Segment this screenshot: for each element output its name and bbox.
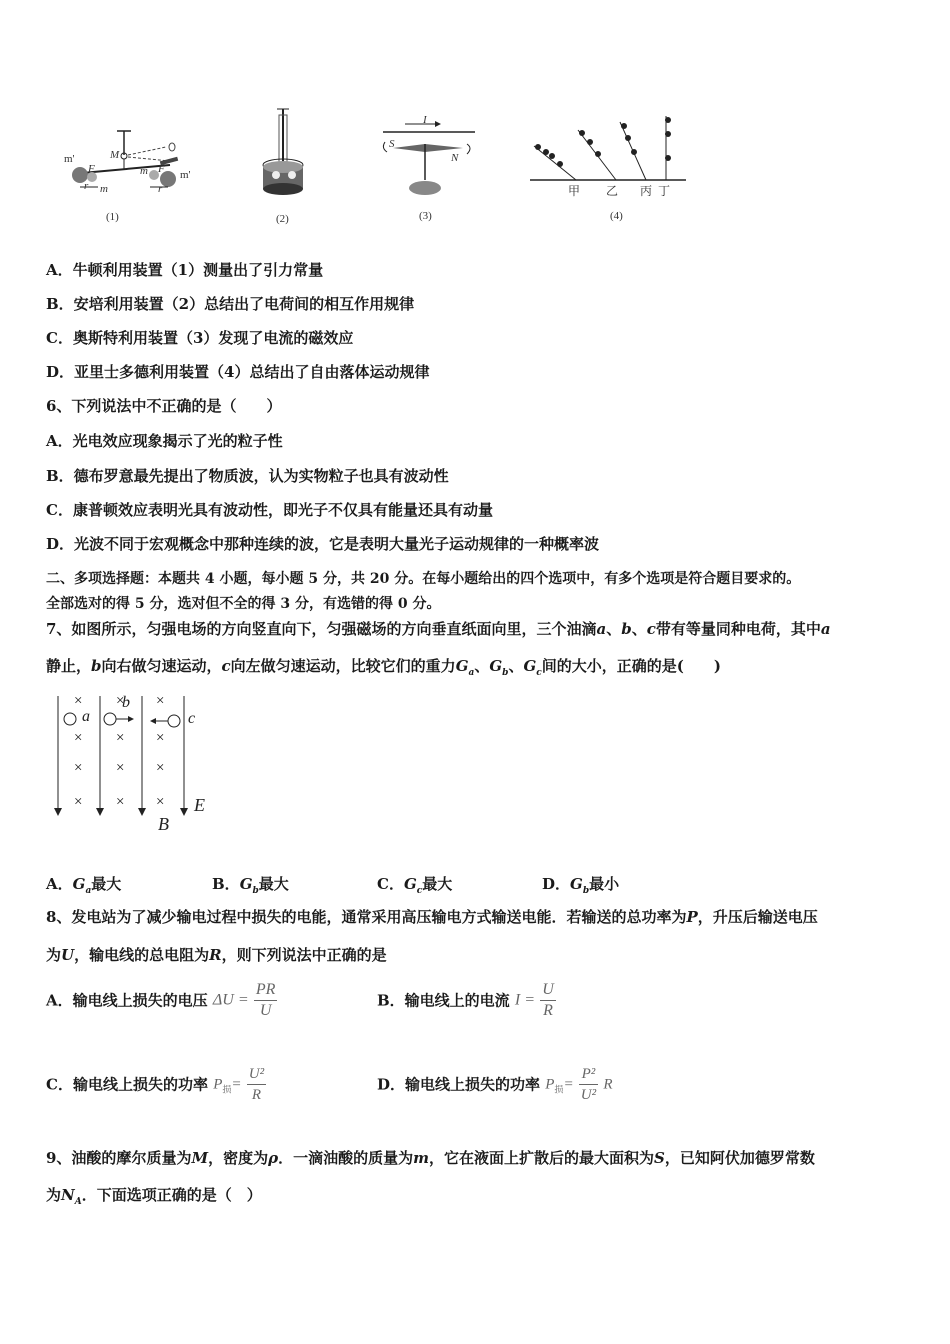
fig3-label-I: I: [423, 114, 427, 126]
fig1-label-m-right: m: [140, 165, 148, 177]
cross-r2c1: ×: [74, 730, 83, 746]
fig4-caption: (4): [610, 210, 623, 222]
q8-b-fraction: $\frac{U}{R}$: [542, 981, 554, 1019]
fig1-label-r-left: r: [84, 180, 89, 192]
fig1-label-M: M: [110, 149, 120, 161]
q6-option-c: C．康普顿效应表明光具有波动性，即光子不仅具有能量还具有动量: [46, 501, 493, 519]
field-E-label: E: [194, 795, 205, 815]
cross-r1c2: ×: [116, 693, 125, 709]
fig1-label-m-left: m: [100, 183, 108, 195]
fig1-label-mprime-left: m': [64, 153, 75, 165]
q7-option-d: D．$G_b$最小: [542, 875, 620, 896]
fig4-label-yi: 乙: [606, 184, 619, 198]
figure-3-oersted-experiment: [375, 108, 485, 228]
q8-option-c: C．输电线上损失的功率 $P_损=$ $\frac{\text{U²}}{R}$: [46, 1066, 265, 1103]
q6-option-d: D．光波不同于宏观概念中那种连续的波，它是表明大量光子运动规律的一种概率波: [46, 535, 600, 553]
cross-r4c2: ×: [116, 794, 125, 810]
cross-r1c3: ×: [156, 693, 165, 709]
q6-option-b: B．德布罗意最先提出了物质波，认为实物粒子也具有波动性: [46, 467, 449, 485]
q9-stem-line2: 为$N_A$．下面选项正确的是（ ）: [46, 1186, 262, 1207]
drop-a-label: a: [82, 708, 90, 725]
q8-stem-line2: 为U，输电线的总电阻为R，则下列说法中正确的是: [46, 946, 387, 964]
cross-r3c3: ×: [156, 760, 165, 776]
q6-stem: 6、下列说法中不正确的是（ ）: [46, 397, 282, 415]
fig4-label-ding: 丁: [658, 184, 671, 198]
fig1-label-mprime-right: m': [180, 169, 191, 181]
cross-r1c1: ×: [74, 693, 83, 709]
q5-option-a: A．牛顿利用装置（1）测量出了引力常量: [46, 261, 324, 279]
q5-option-c: C．奥斯特利用装置（3）发现了电流的磁效应: [46, 329, 354, 347]
q7-option-c: C．$G_c$最大: [377, 875, 453, 896]
figure-2-coulomb-apparatus: [248, 105, 318, 230]
coulomb-apparatus-diagram: [248, 105, 318, 215]
section2-instructions-line1: 二、多项选择题：本题共 4 小题，每小题 5 分，共 20 分。在每小题给出的四个选项中，有多个选项是符合题目要求的。: [46, 571, 801, 587]
q8-d-fraction: $\frac{\text{P²}}{\text{U²}}$: [580, 1066, 597, 1103]
q8-a-fraction: $\frac{PR}{U}$: [255, 981, 276, 1019]
q6-option-a: A．光电效应现象揭示了光的粒子性: [46, 432, 283, 450]
q7-stem-line2: 静止，b向右做匀速运动，c向左做匀速运动，比较它们的重力$G_a$、$G_b$、$G_c$间的大小，正确的是( ): [46, 657, 721, 678]
fig3-caption: (3): [419, 210, 432, 222]
fig3-label-S: S: [389, 138, 395, 150]
q7-option-a: A．$G_a$最大: [46, 875, 122, 896]
figure-1-torsion-balance: [62, 125, 192, 225]
cross-r3c2: ×: [116, 760, 125, 776]
fig2-caption: (2): [276, 213, 289, 225]
q8-option-a: A．输电线上损失的电压 ΔU = $\frac{PR}{U}$: [46, 981, 276, 1019]
cross-r4c1: ×: [74, 794, 83, 810]
q8-c-fraction: $\frac{\text{U²}}{R}$: [248, 1066, 265, 1103]
fig1-label-F-right: F: [158, 163, 165, 175]
q5-option-b: B．安培利用装置（2）总结出了电荷间的相互作用规律: [46, 295, 415, 313]
q7-field-diagram: [50, 690, 220, 840]
section2-instructions-line2: 全部选对的得 5 分，选对但不全的得 3 分，有选错的得 0 分。: [46, 596, 441, 612]
q7-stem-line1: 7、如图所示，匀强电场的方向竖直向下，匀强磁场的方向垂直纸面向里，三个油滴a、b、c带有等量同种电荷，其中a: [46, 620, 831, 638]
figure-4-inclined-plane: [528, 108, 688, 230]
cross-r2c2: ×: [116, 730, 125, 746]
q8-option-b: B．输电线上的电流 I = $\frac{U}{R}$: [377, 981, 554, 1019]
fig4-label-bing: 丙: [640, 184, 653, 198]
cross-r3c1: ×: [74, 760, 83, 776]
q8-stem-line1: 8、发电站为了减少输电过程中损失的电能，通常采用高压输电方式输送电能．若输送的总功率为P，升压后输送电压: [46, 908, 818, 926]
cross-r4c3: ×: [156, 794, 165, 810]
fig3-label-N: N: [451, 152, 459, 164]
q5-option-d: D．亚里士多德利用装置（4）总结出了自由落体运动规律: [46, 363, 430, 381]
oersted-diagram: [375, 108, 485, 208]
torsion-balance-diagram: [62, 125, 192, 225]
fig1-label-r-right: r: [158, 183, 163, 195]
drop-b-label: b: [122, 694, 130, 711]
drop-c-label: c: [188, 710, 196, 727]
q8-option-d: D．输电线上损失的功率 $P_损=$ $\frac{\text{P²}}{\text{U²}}$ R: [377, 1066, 613, 1103]
q7-option-b: B．$G_b$最大: [212, 875, 289, 896]
fig1-caption: (1): [106, 211, 119, 223]
fig4-label-jia: 甲: [568, 184, 581, 198]
fig1-label-F-left: F: [88, 163, 95, 175]
cross-r2c3: ×: [156, 730, 165, 746]
q9-stem-line1: 9、油酸的摩尔质量为M，密度为ρ．一滴油酸的质量为m，它在液面上扩散后的最大面积为S，已知阿伏加德罗常数: [46, 1149, 815, 1167]
field-B-label: B: [158, 814, 169, 834]
